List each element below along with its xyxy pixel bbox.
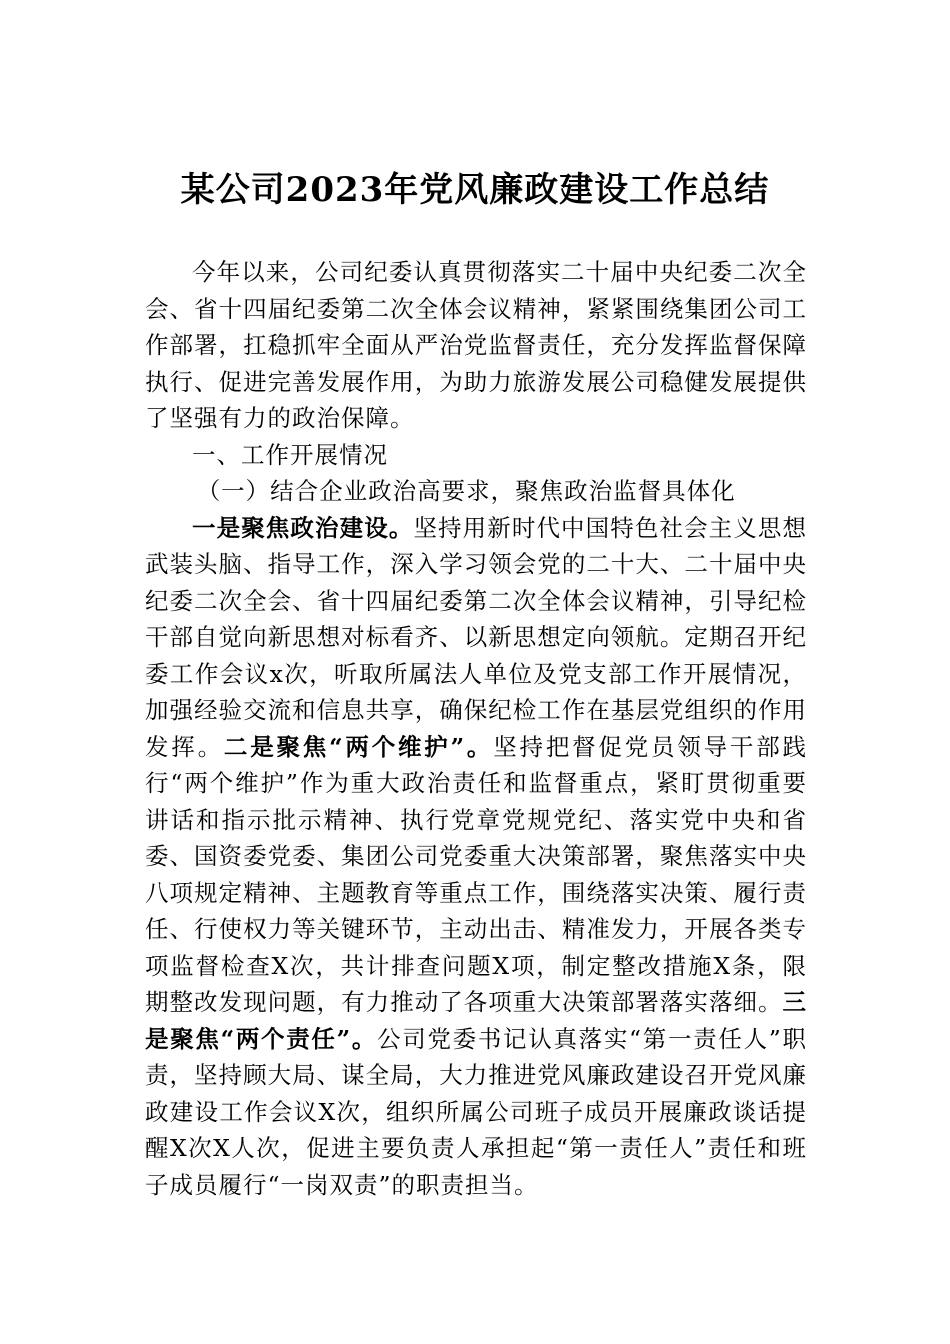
section-heading: 一、工作开展情况 [192,440,388,469]
paragraph-text-1: 坚持用新时代中国特色社会主义思想武装头脑、指导工作，深入学习领会党的二十大、二十届中央纪委二次全会、省十四届纪委第二次全体会议精神，引导纪检干部自觉向新思想对标看齐、以新思想定向领航。定期召开纪委工作会议x次，听取所属法人单位及党支部工作开展情况，加强经验交流和信息共享，确保纪检工作在基层党组织的作用发挥。 [145,513,807,761]
lead-phrase-2: 二是聚焦“两个维护”。 [223,732,494,761]
document-title: 某公司2023年党风廉政建设工作总结 [180,170,770,210]
paragraph-text-3: 公司党委书记认真落实“第一责任人”职责，坚持顾大局、谋全局，大力推进党风廉政建设召开党风廉政建设工作会议X次，组织所属公司班子成员开展廉政谈话提醒X次X人次，促进主要负责人承担起“第一责任人”责任和班子成员履行“一岗双责”的职责担当。 [145,1024,807,1199]
intro-paragraph: 今年以来，公司纪委认真贯彻落实二十届中央纪委二次全会、省十四届纪委第二次全体会议精神，紧紧围绕集团公司工作部署，扛稳抓牢全面从严治党监督责任，充分发挥监督保障执行、促进完善发展作用，为助力旅游发展公司稳健发展提供了坚强有力的政治保障。 [145,258,807,432]
lead-phrase-1: 一是聚焦政治建设。 [192,513,414,542]
document-body [145,254,807,1203]
paragraph-political-work [145,510,807,1204]
lead-phrase-3: 三是聚焦“两个责任”。 [145,988,807,1053]
subsection-heading: （一）结合企业政治高要求，聚焦政治监督具体化 [196,477,736,505]
paragraph-text-2: 坚持把督促党员领导干部践行“两个维护”作为重大政治责任和监督重点，紧盯贯彻重要讲话和指示批示精神、执行党章党规党纪、落实党中央和省委、国资委党委、集团公司党委重大决策部署，聚焦落实中央八项规定精神、主题教育等重点工作，围绕落实决策、履行责任、行使权力等关键环节，主动出击、精准发力，开展各类专项监督检查X次，共计排查问题X项，制定整改措施X条，限期整改发现问题，有力推动了各项重大决策部署落实落细。 [145,732,808,1016]
